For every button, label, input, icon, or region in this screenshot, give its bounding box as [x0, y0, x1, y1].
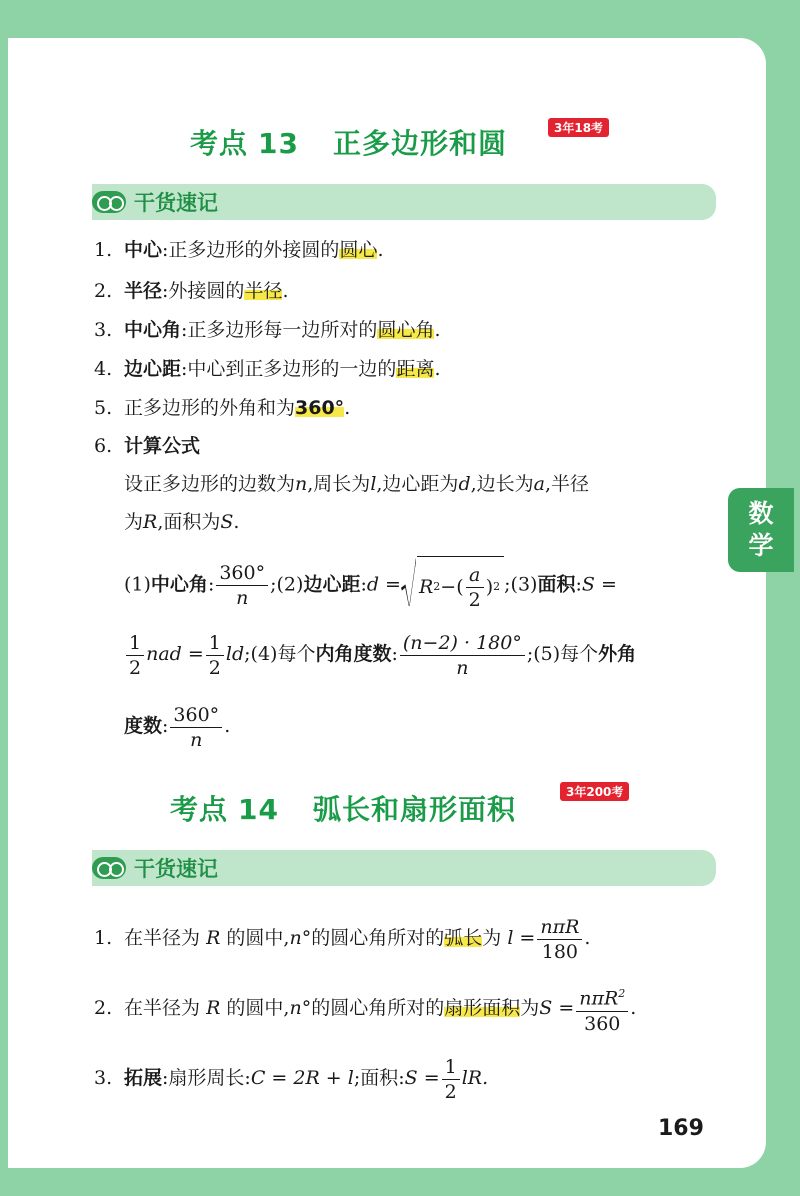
formula-term: 边心距 — [303, 573, 361, 596]
section-13-badge: 3年18考 — [548, 118, 609, 137]
section-14-prefix: 考点 — [170, 793, 229, 826]
desc-text: ,半径 — [544, 473, 590, 495]
item-number: 1. — [94, 927, 113, 949]
item-end: . — [377, 239, 384, 261]
section-13-number: 13 — [258, 127, 299, 160]
desc-text: ,面积为 — [157, 511, 221, 533]
item-end: . — [434, 319, 441, 341]
half-fraction — [126, 631, 144, 680]
frac-den: 2 — [468, 588, 481, 611]
subject-tab-line2: 学 — [748, 531, 774, 560]
var-n: n — [295, 473, 308, 495]
formula-part: lR. — [461, 1067, 489, 1089]
s14-item-2 — [94, 980, 636, 1036]
item-number: 1. — [94, 239, 113, 261]
item-number: 2. — [94, 280, 113, 302]
sector-area-fraction: $\frac{n\pi R^2}{360}$ — [576, 982, 628, 1035]
s13-formula-row-2: $\frac{1}{2}$ nad = $\frac{1}{2}$ ld;(4)每个内角度数: $\frac{(n-2) \cdot 180^\circ}{n}$ ;(5)每个外角 — [124, 626, 636, 682]
frac-num: 360° — [170, 703, 222, 728]
section-13-name: 正多边形和圆 — [332, 127, 507, 160]
frac-num: a — [466, 563, 484, 588]
item-number: 3. — [94, 319, 113, 341]
desc-text: ,边心距为 — [376, 473, 459, 495]
exterior-angle-fraction — [170, 703, 222, 752]
item-highlight: 弧长 — [444, 927, 483, 949]
formula-label: ;(5)每个 — [526, 643, 599, 665]
item-text: 在半径为 — [124, 927, 201, 949]
s13-formula-row-3: 度数: $\frac{360^\circ}{n}$ . — [124, 703, 231, 751]
sqrt-expression: R 2 −( $\frac{a}{2}$ ) 2 — [401, 556, 504, 615]
s13-item-2 — [94, 277, 289, 305]
item-sep: : — [162, 280, 169, 302]
item-text: 正多边形每一边所对的 — [187, 319, 378, 341]
item-number: 4. — [94, 358, 113, 380]
formula-term: 面积 — [537, 573, 576, 596]
item-text: 在半径为 — [124, 997, 201, 1019]
item-number: 5. — [94, 397, 113, 419]
item-term: 计算公式 — [124, 435, 201, 457]
s14-item-3 — [94, 1050, 488, 1106]
central-angle-fraction — [216, 561, 268, 610]
var-a: a — [533, 473, 545, 495]
section-14-bar-label: 干货速记 — [134, 857, 218, 881]
frac-num: 1 — [442, 1055, 460, 1080]
operator: −( — [440, 576, 464, 598]
formula-lhs: l = — [507, 927, 536, 949]
section-14-number: 14 — [238, 793, 279, 826]
desc-text: . — [233, 511, 240, 533]
formula-part: ld — [225, 643, 245, 665]
formula-label: ;(4)每个 — [244, 643, 316, 665]
item-highlight: 360° — [295, 397, 345, 419]
item-number: 2. — [94, 997, 113, 1019]
s13-item-1 — [94, 236, 384, 264]
frac-num: 360° — [216, 561, 268, 586]
formula-part: nad = — [146, 643, 204, 665]
item-term: 中心角 — [124, 319, 182, 341]
subject-tab-line1: 数 — [748, 499, 774, 528]
s13-item-5 — [94, 394, 350, 422]
item-text: 为 — [482, 927, 502, 949]
item-term: 中心 — [124, 239, 163, 261]
item-end: . — [630, 997, 637, 1019]
var-l: l — [370, 473, 377, 495]
item-highlight: 半径 — [244, 280, 283, 302]
item-text: 为 — [520, 997, 540, 1019]
item-text: 的圆中, — [226, 927, 290, 949]
item-term: 边心距 — [124, 358, 182, 380]
frac-den: n — [236, 587, 249, 609]
frac-den: n — [190, 728, 203, 751]
item-text: 的圆中, — [226, 997, 290, 1019]
item-end: . — [344, 397, 351, 419]
item-highlight: 扇形面积 — [444, 997, 521, 1019]
operator: ) — [485, 576, 494, 598]
formula-term: 内角度数 — [315, 643, 392, 665]
item-text: °的圆心角所对的 — [301, 997, 445, 1019]
formula-lhs: S = — [539, 997, 575, 1019]
section-14-title — [170, 788, 516, 828]
formula-lhs: d = — [366, 573, 401, 596]
frac-num: 1 — [206, 631, 224, 656]
item-end: . — [584, 927, 591, 949]
half-fraction — [442, 1055, 460, 1104]
frac-den: n — [456, 656, 469, 679]
section-13-bar-head — [92, 184, 218, 220]
frac-den: 180 — [541, 940, 578, 963]
formula-lhs: S = — [581, 573, 617, 596]
item-term: 半径 — [124, 280, 163, 302]
notes-icon — [92, 857, 126, 879]
section-13-bar-label: 干货速记 — [134, 191, 218, 215]
var-S: S — [220, 511, 234, 533]
s13-item-6-desc-line2 — [124, 508, 239, 536]
half-fraction — [206, 631, 224, 680]
desc-text: ,边长为 — [470, 473, 534, 495]
s13-item-3 — [94, 316, 441, 344]
formula-label: ;(3) — [504, 573, 538, 596]
var-d: d — [458, 473, 471, 495]
item-text: 正多边形的外角和为 — [124, 397, 296, 419]
frac-num: nπR — [579, 987, 619, 1010]
item-highlight: 距离 — [396, 358, 435, 380]
arc-length-fraction — [537, 915, 582, 964]
section-13-prefix: 考点 — [190, 127, 249, 160]
var-R: R — [418, 576, 434, 598]
s13-item-4 — [94, 355, 441, 383]
frac-num: (n−2) · 180° — [400, 631, 525, 656]
s14-item-1 — [94, 910, 590, 966]
formula-term: 外角 — [598, 643, 637, 665]
item-text: 正多边形的外接圆的 — [168, 239, 340, 261]
item-sep: : — [181, 319, 188, 341]
page-number: 169 — [658, 1116, 704, 1141]
var-R: R — [206, 997, 221, 1019]
item-number: 3. — [94, 1067, 113, 1089]
item-highlight: 圆心 — [339, 239, 378, 261]
var-R: R — [206, 927, 221, 949]
subject-tab[interactable] — [728, 488, 794, 572]
frac-den: 2 — [444, 1080, 457, 1103]
desc-text: 为 — [124, 511, 144, 533]
frac-den: 2 — [208, 656, 221, 679]
item-text: 中心到正多边形的一边的 — [187, 358, 397, 380]
item-number: 6. — [94, 435, 113, 457]
item-end: . — [434, 358, 441, 380]
item-highlight: 圆心角 — [377, 319, 435, 341]
frac-num: nπR — [537, 915, 582, 940]
item-text: ;面积: — [353, 1067, 405, 1089]
section-14-name: 弧长和扇形面积 — [312, 793, 516, 826]
formula-lhs: S = — [404, 1067, 440, 1089]
var-n: n — [289, 997, 302, 1019]
formula-label: ;(2) — [270, 573, 304, 596]
var-n: n — [289, 927, 302, 949]
frac-den: 360 — [584, 1012, 621, 1035]
frac-den: 2 — [129, 656, 142, 679]
s13-item-6-desc-line1 — [124, 470, 589, 498]
item-text: :扇形周长: — [162, 1067, 251, 1089]
item-term: 拓展 — [124, 1067, 163, 1089]
frac-num: 1 — [126, 631, 144, 656]
item-end: . — [282, 280, 289, 302]
item-text: 外接圆的 — [168, 280, 245, 302]
section-14-badge: 3年200考 — [560, 782, 629, 801]
item-sep: : — [162, 239, 169, 261]
formula-part: C = 2R + l — [250, 1067, 354, 1089]
desc-text: 设正多边形的边数为 — [124, 473, 296, 495]
interior-angle-fraction — [400, 631, 525, 680]
s13-item-6 — [94, 432, 200, 460]
s13-formula-row-1: (1)中心角: $\frac{360^\circ}{n}$ ;(2)边心距:d = R 2 −( $\frac{a}{2}$ ) 2 ;(3)面积:S = — [124, 556, 617, 615]
formula-term: 中心角 — [150, 573, 208, 596]
item-sep: : — [181, 358, 188, 380]
section-14-bar-head — [92, 850, 218, 886]
section-13-title — [190, 122, 507, 162]
desc-text: ,周长为 — [307, 473, 371, 495]
formula-term: 度数 — [124, 715, 163, 737]
item-text: °的圆心角所对的 — [301, 927, 445, 949]
var-R: R — [143, 511, 158, 533]
formula-label: (1) — [124, 573, 151, 596]
notes-icon — [92, 191, 126, 213]
